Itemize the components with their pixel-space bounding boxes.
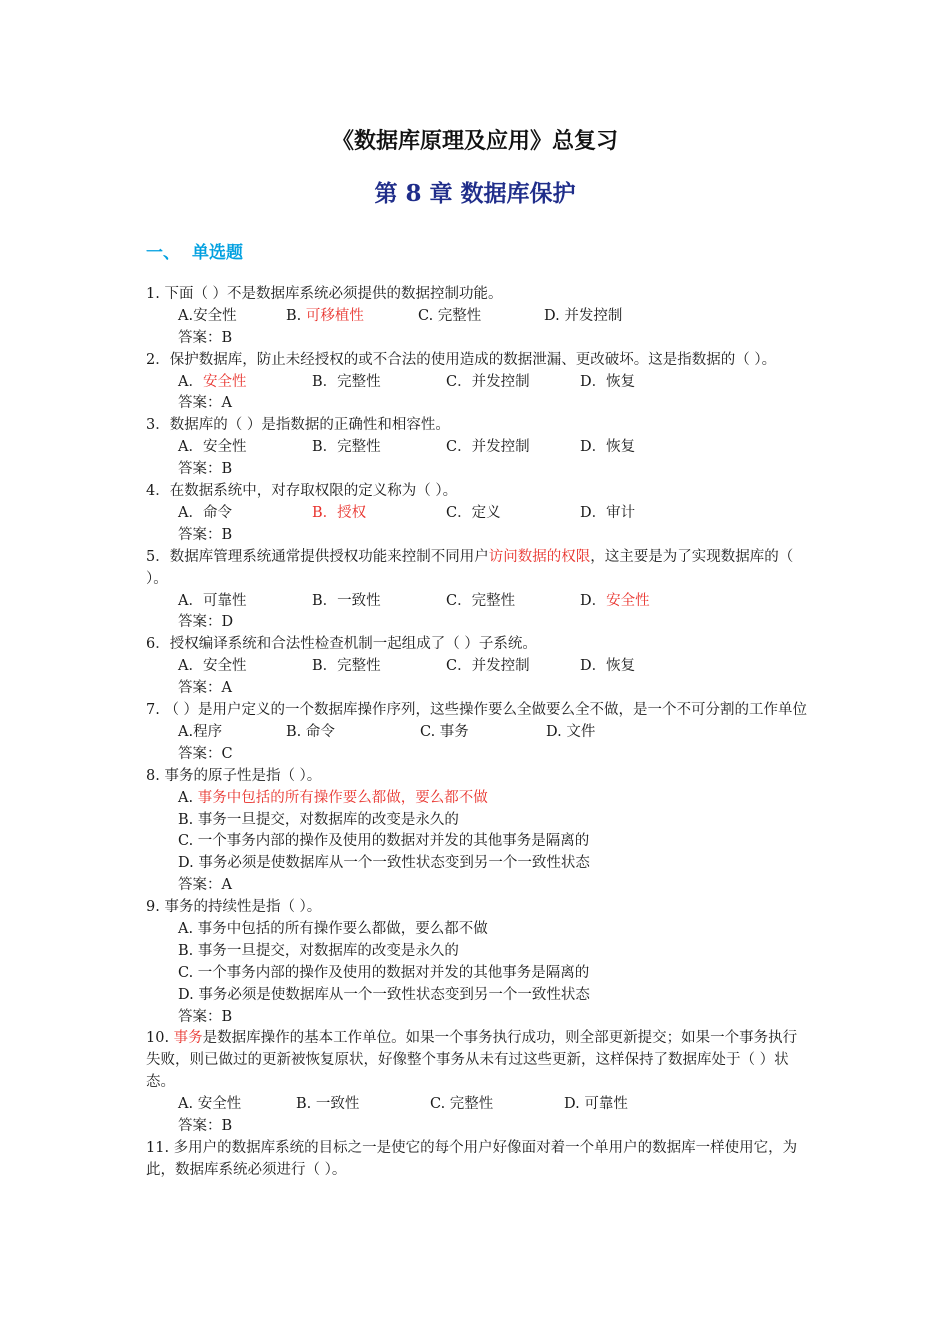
text-run: 10. <box>146 1030 174 1047</box>
option-b <box>286 722 420 744</box>
question-item <box>146 1028 810 1138</box>
text-run: D．恢复 <box>580 439 636 456</box>
option-b <box>146 941 810 963</box>
question-item <box>146 415 810 481</box>
option-c <box>446 591 580 613</box>
option-a <box>178 591 312 613</box>
question-stem <box>146 897 810 919</box>
text-run: B. 命令 <box>286 723 335 740</box>
option-a <box>178 306 286 328</box>
option-d <box>580 591 700 613</box>
text-run: C．并发控制 <box>446 658 530 675</box>
text-run: D. 事务必须是使数据库从一个一致性状态变到另一个一致性状态 <box>178 855 590 872</box>
option-c <box>446 503 580 525</box>
question-item <box>146 547 810 635</box>
question-stem <box>146 766 810 788</box>
question-stem <box>146 415 810 437</box>
text-run: A．可靠性 <box>178 592 247 609</box>
question-stem <box>146 700 810 722</box>
highlighted-text: 事务中包括的所有操作要么都做，要么都不做 <box>197 789 488 806</box>
text-run: C. 一个事务内部的操作及使用的数据对并发的其他事务是隔离的 <box>178 833 590 850</box>
text-run: D．恢复 <box>580 658 636 675</box>
text-run: B．一致性 <box>312 592 381 609</box>
option-a <box>178 503 312 525</box>
text-run: C．定义 <box>446 504 501 521</box>
highlighted-text: 安全性 <box>606 592 650 609</box>
option-d <box>580 656 700 678</box>
option-row <box>146 1094 810 1116</box>
question-stem <box>146 1028 810 1094</box>
text-run: C. 一个事务内部的操作及使用的数据对并发的其他事务是隔离的 <box>178 964 590 981</box>
text-run: 11. 多用户的数据库系统的目标之一是使它的每个用户好像面对着一个单用户的数据库一样使用它，为此，数据库系统必须进行（ ）。 <box>146 1139 798 1178</box>
text-run: C. 完整性 <box>418 307 482 324</box>
option-a <box>146 919 810 941</box>
text-run: A. <box>178 789 198 806</box>
option-d <box>146 985 810 1007</box>
question-stem <box>146 1138 810 1182</box>
option-b <box>312 656 446 678</box>
option-a <box>146 788 810 810</box>
option-d <box>564 1094 684 1116</box>
text-run: D. 并发控制 <box>544 307 623 324</box>
text-run: A． <box>178 373 203 390</box>
text-run: 9. 事务的持续性是指（ ）。 <box>146 899 322 916</box>
document-title: 《数据库原理及应用》总复习 <box>331 128 618 154</box>
option-row <box>146 372 810 394</box>
highlighted-text: 安全性 <box>202 373 247 390</box>
option-b <box>146 810 810 832</box>
option-row <box>146 437 810 459</box>
option-b <box>312 503 446 525</box>
text-run: C. 完整性 <box>430 1096 494 1113</box>
option-b <box>286 306 418 328</box>
question-list <box>146 284 810 1182</box>
text-run: B. 事务一旦提交，对数据库的改变是永久的 <box>178 942 459 959</box>
option-row <box>146 503 810 525</box>
text-run: B．完整性 <box>312 658 381 675</box>
answer-line: 答案：D <box>178 614 234 631</box>
text-run: D． <box>580 592 607 609</box>
question-item <box>146 284 810 350</box>
option-row <box>146 722 810 744</box>
option-b <box>312 591 446 613</box>
question-item <box>146 481 810 547</box>
text-run: D. 可靠性 <box>564 1096 628 1113</box>
answer-line: 答案：B <box>178 1008 233 1025</box>
text-run: C．完整性 <box>446 592 516 609</box>
text-run: A.安全性 <box>178 307 237 324</box>
text-run: B．完整性 <box>312 373 381 390</box>
question-stem <box>146 284 810 306</box>
answer-line: 答案：B <box>178 1118 233 1135</box>
option-b <box>312 437 446 459</box>
option-c <box>420 722 546 744</box>
option-d <box>546 722 666 744</box>
option-c <box>146 831 810 853</box>
option-a <box>178 437 312 459</box>
option-c <box>446 372 580 394</box>
text-run: A. 安全性 <box>178 1096 242 1113</box>
text-run: A．命令 <box>178 504 232 521</box>
text-run: 3．数据库的（ ）是指数据的正确性和相容性。 <box>146 417 450 434</box>
option-row <box>146 591 810 613</box>
text-run: D. 事务必须是使数据库从一个一致性状态变到另一个一致性状态 <box>178 986 590 1003</box>
text-run: A.程序 <box>178 723 223 740</box>
option-d <box>146 853 810 875</box>
option-a <box>178 722 286 744</box>
section-heading <box>146 238 243 263</box>
option-c <box>418 306 544 328</box>
option-row <box>146 656 810 678</box>
answer-line: 答案：A <box>178 680 232 697</box>
question-item <box>146 766 810 897</box>
text-run: A．安全性 <box>178 658 247 675</box>
option-c <box>146 963 810 985</box>
text-run: 5．数据库管理系统通常提供授权功能来控制不同用户 <box>146 548 489 565</box>
question-item <box>146 1138 810 1182</box>
text-run: 8. 事务的原子性是指（ ）。 <box>146 767 322 784</box>
answer-line: 答案：A <box>178 395 232 412</box>
question-stem <box>146 547 810 591</box>
question-stem <box>146 481 810 503</box>
highlighted-text: B．授权 <box>312 504 367 521</box>
text-run: 7. （ ）是用户定义的一个数据库操作序列，这些操作要么全做要么全不做，是一个不可分割的工作单位 <box>146 702 808 719</box>
text-run: B. 一致性 <box>296 1096 360 1113</box>
highlighted-text: 可移植性 <box>305 307 364 324</box>
answer-line: 答案：C <box>178 745 233 762</box>
option-b <box>312 372 446 394</box>
option-a <box>178 372 312 394</box>
answer-line: 答案：A <box>178 877 232 894</box>
answer-line: 答案：B <box>178 329 233 346</box>
question-stem <box>146 350 810 372</box>
text-run: B. <box>286 307 306 324</box>
section-title: 单选题 <box>192 243 243 263</box>
option-d <box>580 437 700 459</box>
answer-line: 答案：B <box>178 461 233 478</box>
chapter-heading: 第 8 章 数据库保护 <box>374 180 576 207</box>
option-c <box>430 1094 564 1116</box>
text-run: 4．在数据系统中，对存取权限的定义称为（ ）。 <box>146 483 458 500</box>
text-run: C．并发控制 <box>446 439 530 456</box>
text-run: ，这主要是为了实现数据库的（ ）。 <box>146 548 794 587</box>
option-a <box>178 656 312 678</box>
text-run: B．完整性 <box>312 439 381 456</box>
text-run: A．安全性 <box>178 439 247 456</box>
option-row <box>146 306 810 328</box>
text-run: 2．保护数据库，防止未经授权的或不合法的使用造成的数据泄漏、更改破坏。这是指数据的（ ）。 <box>146 351 777 368</box>
option-a <box>178 1094 296 1116</box>
question-item <box>146 897 810 1028</box>
highlighted-text: 访问数据的权限 <box>488 548 591 565</box>
text-run: D. 文件 <box>546 723 596 740</box>
question-item <box>146 700 810 766</box>
text-run: C．并发控制 <box>446 373 530 390</box>
option-d <box>544 306 664 328</box>
question-stem <box>146 634 810 656</box>
text-run: D．审计 <box>580 504 636 521</box>
option-d <box>580 503 700 525</box>
question-item <box>146 350 810 416</box>
text-run: 1. 下面（ ）不是数据库系统必须提供的数据控制功能。 <box>146 286 503 302</box>
text-run: B. 事务一旦提交，对数据库的改变是永久的 <box>178 811 459 828</box>
text-run: 是数据库操作的基本工作单位。如果一个事务执行成功，则全部更新提交；如果一个事务执行失败，则已做过的更新被恢复原状，好像整个事务从未有过这些更新，这样保持了数据库处于（ ）状态。 <box>146 1030 798 1091</box>
text-run: 6．授权编译系统和合法性检查机制一起组成了（ ）子系统。 <box>146 636 537 653</box>
text-run: C. 事务 <box>420 723 469 740</box>
section-number: 一、 <box>146 243 180 263</box>
option-d <box>580 372 700 394</box>
option-c <box>446 437 580 459</box>
text-run: A. 事务中包括的所有操作要么都做，要么都不做 <box>178 920 488 937</box>
highlighted-text: 事务 <box>173 1030 203 1047</box>
option-c <box>446 656 580 678</box>
question-item <box>146 634 810 700</box>
text-run: D．恢复 <box>580 373 636 390</box>
answer-line: 答案：B <box>178 526 233 543</box>
option-b <box>296 1094 430 1116</box>
